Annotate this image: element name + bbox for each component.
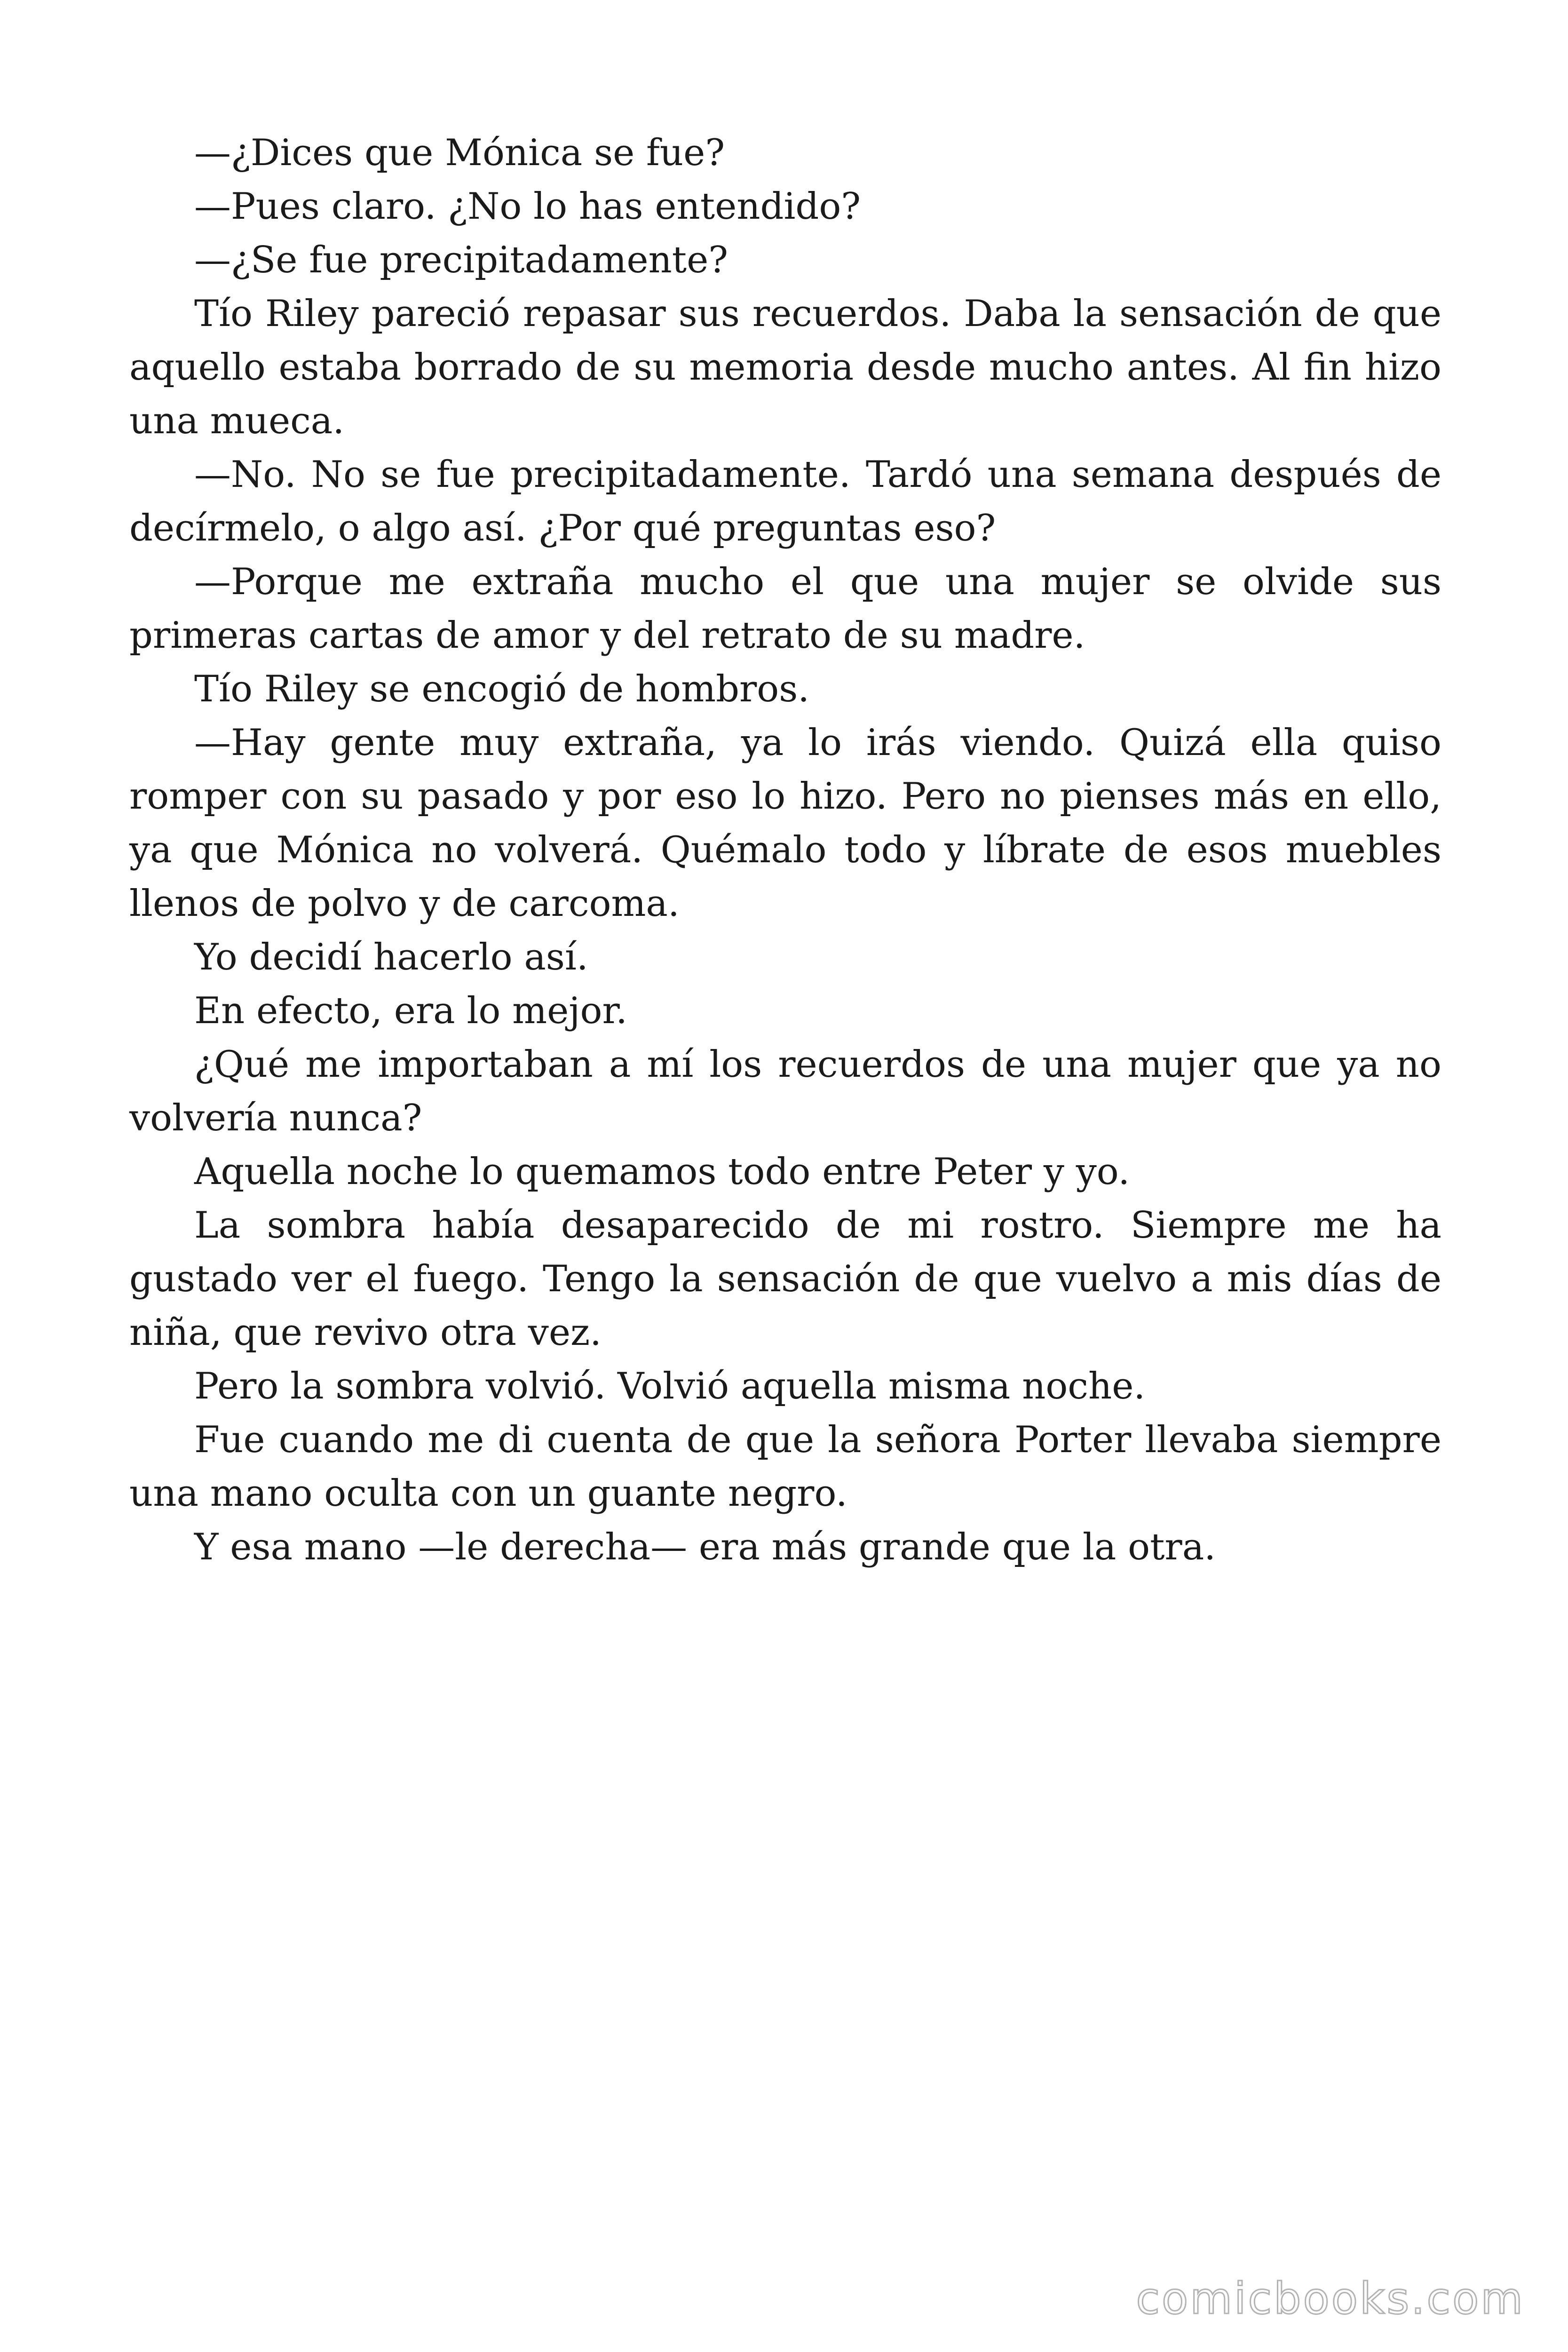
paragraph: Yo decidí hacerlo así. [194,936,588,978]
paragraph: Fue cuando me di cuenta de que la señora Porter llevaba siempre una mano oculta con un guante negro. [129,1419,1441,1515]
paragraph: Tío Riley pareció repasar sus recuerdos. Daba la sensación de que aquello estaba borrado de su memoria desde mucho antes. Al fin hizo una mueca. [129,293,1441,442]
paragraph: Y esa mano —le derecha— era más grande que la otra. [194,1526,1216,1568]
watermark: comicbooks.com [1136,2273,1525,2324]
body-text [129,126,1441,1574]
paragraph: —¿Se fue precipitadamente? [194,239,729,281]
paragraph: ¿Qué me importaban a mí los recuerdos de una mujer que ya no volvería nunca? [129,1043,1441,1139]
paragraph: —Hay gente muy extraña, ya lo irás viendo. Quizá ella quiso romper con su pasado y por eso lo hizo. Pero no pienses más en ello, ya que Mónica no volverá. Quémalo todo y líbrate de esos muebles llenos de polvo y de carcoma. [129,722,1441,925]
paragraph: —Pues claro. ¿No lo has entendido? [194,185,861,228]
paragraph: —Porque me extraña mucho el que una mujer se olvide sus primeras cartas de amor y del retrato de su madre. [129,561,1441,657]
paragraph: Pero la sombra volvió. Volvió aquella misma noche. [194,1365,1146,1407]
paragraph: En efecto, era lo mejor. [194,990,627,1032]
paragraph: La sombra había desaparecido de mi rostro. Siempre me ha gustado ver el fuego. Tengo la sensación de que vuelvo a mis días de niña, que revivo otra vez. [129,1204,1441,1354]
paragraph: Aquella noche lo quemamos todo entre Peter y yo. [194,1151,1130,1193]
paragraph: —No. No se fue precipitadamente. Tardó una semana después de decírmelo, o algo así. ¿Por qué preguntas eso? [129,453,1441,549]
paragraph: —¿Dices que Mónica se fue? [194,132,725,174]
paragraph: Tío Riley se encogió de hombros. [194,668,810,710]
